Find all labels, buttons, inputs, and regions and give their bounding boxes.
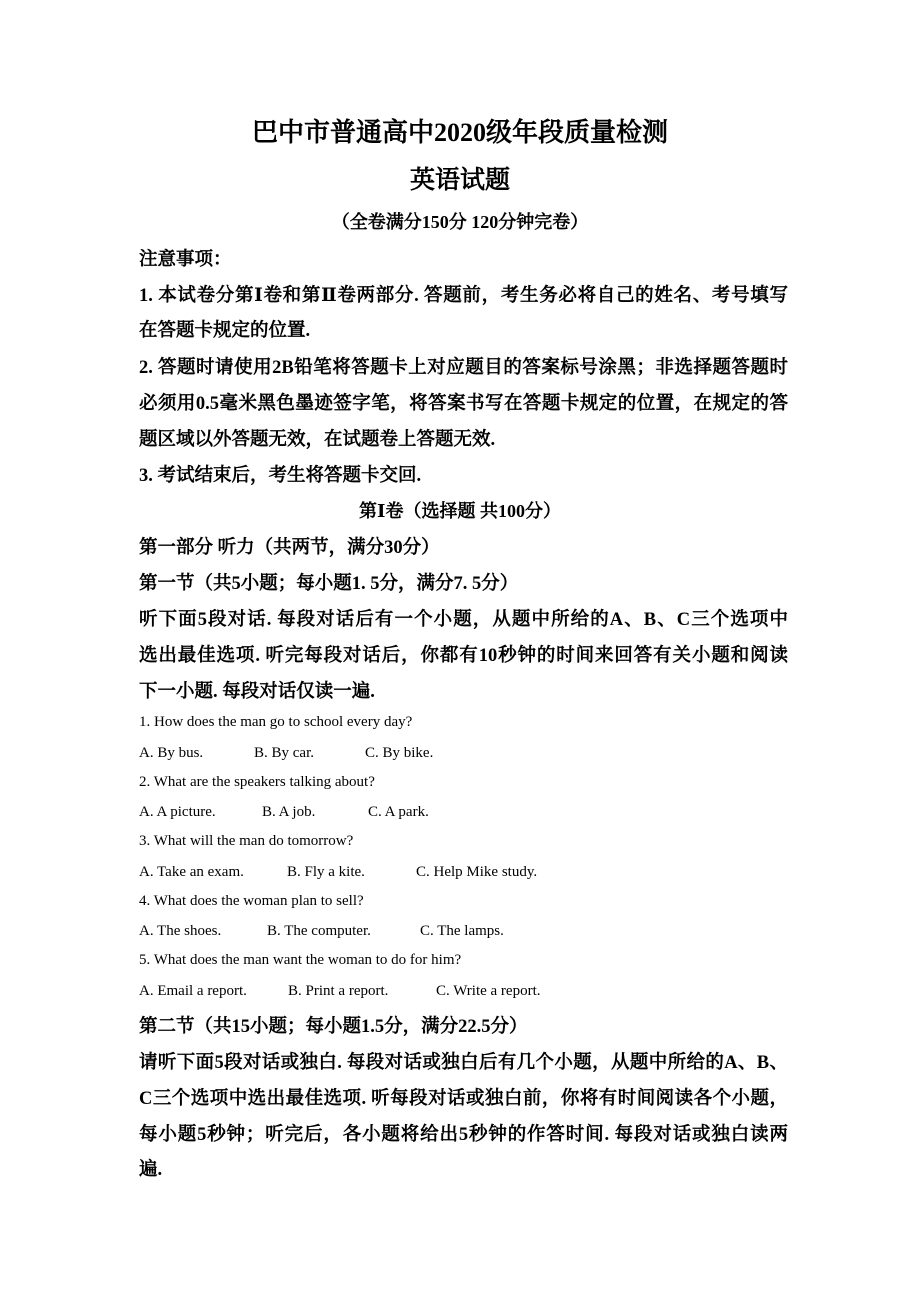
part-title: 第一部分 听力（共两节，满分30分） (139, 538, 440, 558)
instructions-heading: 注意事项： (139, 250, 232, 270)
option: A. The shoes. (139, 923, 222, 939)
question: 2. What are the speakers talking about? (139, 774, 375, 790)
section-title: 第一节（共5小题；每小题1. 5分，满分7. 5分） (139, 574, 519, 594)
instruction-line: 题区域以外答题无效，在试题卷上答题无效. (139, 430, 496, 450)
section-directions: 选出最佳选项. 听完每段对话后，你都有10秒钟的时间来回答有关小题和阅读 (139, 646, 788, 666)
option: C. Write a report. (436, 983, 541, 999)
option: C. The lamps. (420, 923, 504, 939)
instruction-line: 3. 考试结束后，考生将答题卡交回. (139, 466, 422, 486)
option: B. By car. (254, 745, 314, 761)
instruction-line: 必须用0.5毫米黑色墨迹签字笔，将答案书写在答题卡规定的位置，在规定的答 (139, 394, 788, 414)
section-directions: 每小题5秒钟；听完后，各小题将给出5秒钟的作答时间. 每段对话或独白读两 (139, 1125, 788, 1145)
exam-title: 巴中市普通高中2020级年段质量检测 (251, 118, 668, 147)
section-title: 第二节（共15小题；每小题1.5分，满分22.5分） (139, 1017, 528, 1037)
instruction-line: 1. 本试卷分第Ⅰ卷和第Ⅱ卷两部分. 答题前，考生务必将自己的姓名、考号填写 (139, 286, 788, 306)
option: A. A picture. (139, 804, 216, 820)
option: A. Take an exam. (139, 864, 244, 880)
exam-score-note: （全卷满分150分 120分钟完卷） (331, 212, 589, 232)
exam-subtitle: 英语试题 (409, 167, 510, 194)
section-directions: 请听下面5段对话或独白. 每段对话或独白后有几个小题，从题中所给的A、B、 (139, 1053, 788, 1073)
section-directions: 听下面5段对话. 每段对话后有一个小题，从题中所给的A、B、C三个选项中 (139, 610, 788, 630)
option: A. By bus. (139, 745, 204, 761)
option: C. By bike. (365, 745, 434, 761)
section-directions: 下一小题. 每段对话仅读一遍. (139, 682, 375, 702)
option: B. A job. (262, 804, 316, 820)
option: B. The computer. (267, 923, 371, 939)
question: 4. What does the woman plan to sell? (139, 893, 364, 909)
question: 5. What does the man want the woman to do for him? (139, 952, 462, 968)
option: C. Help Mike study. (416, 864, 538, 880)
question: 1. How does the man go to school every day? (139, 714, 413, 730)
option: C. A park. (368, 804, 429, 820)
question: 3. What will the man do tomorrow? (139, 833, 354, 849)
option: B. Print a report. (288, 983, 389, 999)
instruction-line: 2. 答题时请使用2B铅笔将答题卡上对应题目的答案标号涂黑；非选择题答题时 (139, 358, 788, 378)
section-directions: 遍. (139, 1160, 163, 1180)
option: B. Fly a kite. (287, 864, 365, 880)
section-directions: C三个选项中选出最佳选项. 听每段对话或独白前，你将有时间阅读各个小题， (139, 1089, 788, 1109)
option: A. Email a report. (139, 983, 247, 999)
instruction-line: 在答题卡规定的位置. (139, 321, 311, 341)
volume-title: 第Ⅰ卷（选择题 共100分） (359, 501, 561, 521)
